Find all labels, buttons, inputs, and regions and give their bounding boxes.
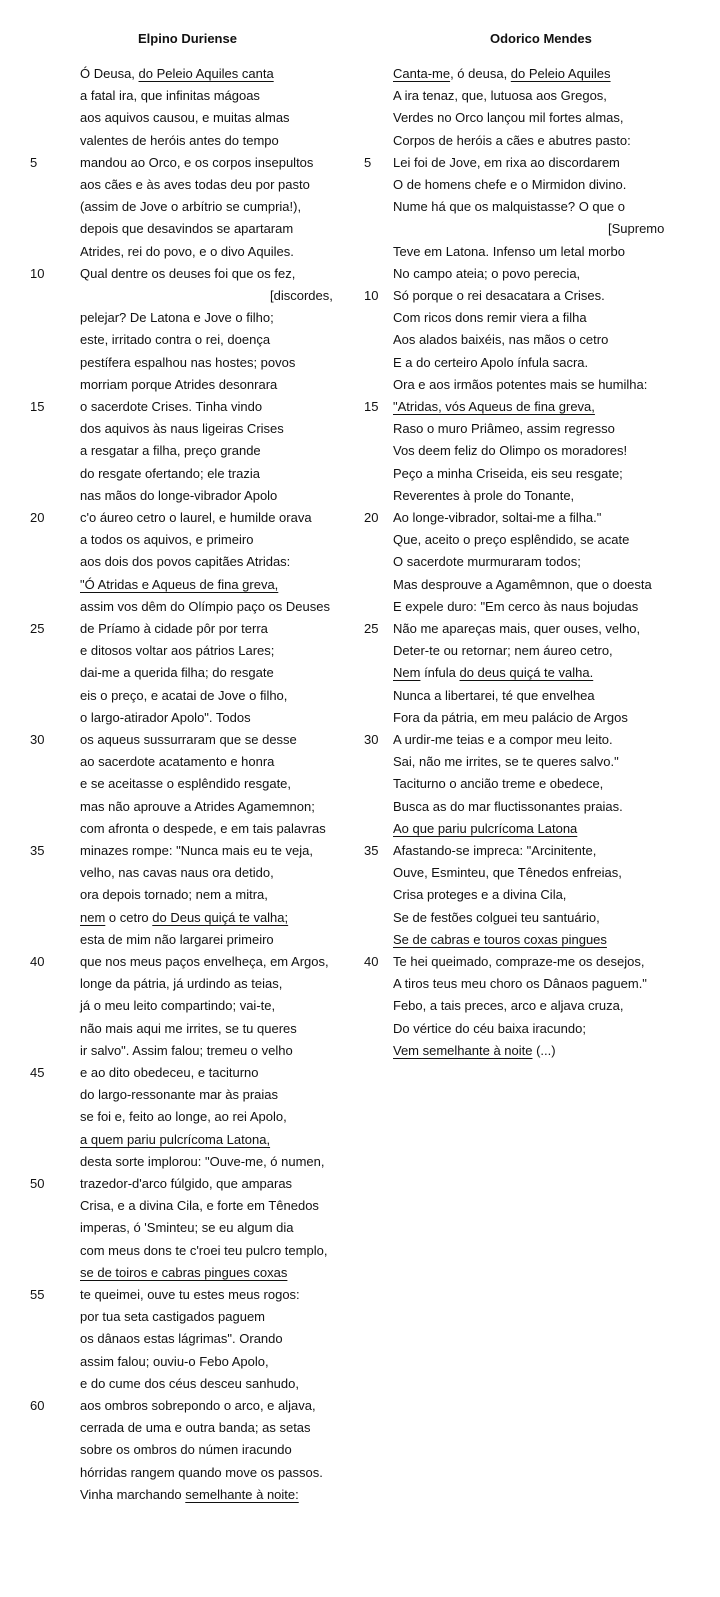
verse-line — [393, 352, 588, 374]
verse-text: Ó Deusa, — [80, 66, 139, 81]
verse-line — [80, 130, 279, 152]
underlined-phrase: nem — [80, 909, 106, 925]
line-number: 30 — [364, 732, 379, 747]
verse-line — [80, 1262, 287, 1284]
verse-line — [80, 1062, 259, 1084]
verse-text: Peço a minha Criseida, eis seu resgate; — [393, 465, 623, 481]
underlined-phrase: "Ó Atridas e Aqueus de fina greva, — [80, 576, 279, 592]
verse-text: Aos alados baixéis, nas mãos o cetro — [393, 332, 609, 348]
verse-line — [80, 107, 290, 129]
verse-line — [393, 107, 624, 129]
verse-line — [80, 995, 275, 1017]
line-number: 35 — [30, 843, 45, 858]
verse-line — [80, 662, 274, 684]
line-number: 5 — [30, 154, 38, 170]
verse-text: assim falou; ouviu-o Febo Apolo, — [80, 1353, 269, 1369]
verse-line — [80, 796, 315, 818]
verse-line — [80, 352, 295, 374]
verse-line — [80, 85, 260, 107]
verse-line — [80, 196, 301, 218]
verse-text: A tiros teus meu choro os Dânaos paguem." — [393, 976, 647, 992]
verse-text: dai-me a querida filha; do resgate — [80, 665, 274, 681]
verse-line — [393, 929, 607, 951]
verse-line — [80, 374, 277, 396]
verse-line — [80, 440, 261, 462]
verse-text: cerrada de uma e outra banda; as setas — [80, 1420, 311, 1436]
verse-text: Deter-te ou retornar; nem áureo cetro, — [393, 643, 613, 659]
underlined-phrase: Vem semelhante à noite — [393, 1042, 533, 1058]
verse-line — [80, 463, 260, 485]
verse-line — [80, 152, 313, 174]
verse-text: Fora da pátria, em meu palácio de Argos — [393, 709, 628, 725]
verse-text: assim vos dêm do Olímpio paço os Deuses — [80, 598, 330, 614]
verse-text: desta sorte implorou: "Ouve-me, ó numen, — [80, 1153, 325, 1169]
verse-line — [393, 329, 608, 351]
verse-line — [393, 152, 620, 174]
verse-line — [393, 551, 581, 573]
verse-text: Com ricos dons remir viera a filha — [393, 310, 587, 326]
verse-text: aos cães e às aves todas deu por pasto — [80, 177, 310, 192]
verse-line — [393, 773, 603, 795]
verse-text: dos aquivos às naus ligeiras Crises — [80, 421, 284, 437]
verse-line — [80, 1240, 327, 1262]
underlined-phrase: se de toiros e cabras pingues coxas — [80, 1264, 288, 1280]
verse-text: Vos deem feliz do Olimpo os moradores! — [393, 443, 628, 459]
underlined-phrase: do Deus quiçá te valha; — [152, 909, 289, 925]
verse-line — [80, 307, 274, 329]
verse-text: Ora e aos irmãos potentes mais se humilha: — [393, 376, 648, 392]
verse-text: Ao longe-vibrador, soltai-me a filha." — [393, 510, 602, 525]
verse-line — [393, 995, 624, 1017]
verse-text: Ouve, Esminteu, que Tênedos enfreias, — [393, 865, 622, 881]
verse-text: Crisa proteges e a divina Cila, — [393, 887, 567, 903]
verse-line — [80, 1484, 299, 1506]
line-number: 10 — [30, 265, 45, 281]
verse-line — [393, 574, 652, 596]
verse-line — [80, 685, 287, 707]
verse-line — [80, 329, 270, 351]
verse-text: (assim de Jove o arbítrio se cumpria!), — [80, 199, 302, 215]
verse-line — [80, 1217, 293, 1239]
verse-line — [80, 596, 330, 618]
verse-line — [393, 463, 623, 485]
verse-line — [80, 907, 288, 929]
verse-line — [80, 1195, 319, 1217]
column-heading: Odorico Mendes — [490, 31, 592, 46]
verse-text: ínfula — [420, 665, 460, 681]
verse-text: minazes rompe: "Nunca mais eu te veja, — [80, 843, 313, 858]
verse-text: já o meu leito compartindo; vai-te, — [80, 998, 276, 1014]
verse-line — [393, 618, 640, 640]
verse-line — [393, 85, 607, 107]
line-number: 25 — [364, 621, 379, 636]
verse-text: Crisa, e a divina Cila, e forte em Tênedos — [80, 1198, 319, 1214]
verse-line — [393, 862, 622, 884]
verse-line — [393, 640, 613, 662]
verse-text: Vinha marchando — [80, 1486, 186, 1502]
verse-line — [80, 1106, 287, 1128]
verse-text: Nunca a libertarei, té que envelhea — [393, 687, 595, 703]
verse-line — [80, 1129, 270, 1151]
verse-line — [393, 973, 647, 995]
verse-text: O sacerdote murmuraram todos; — [393, 554, 581, 570]
line-number: 25 — [30, 621, 45, 636]
verse-line — [80, 884, 268, 906]
verse-text: mas não aprouve a Atrides Agamemnon; — [80, 798, 315, 814]
verse-line — [80, 973, 282, 995]
verse-text: pelejar? De Latona e Jove o filho; — [80, 310, 274, 326]
verse-text: do resgate ofertando; ele trazia — [80, 465, 260, 481]
line-number: 20 — [30, 510, 45, 525]
verse-line — [393, 685, 595, 707]
verse-line — [80, 551, 290, 573]
verse-text: Taciturno o ancião treme e obedece, — [393, 776, 604, 792]
verse-line — [80, 951, 329, 973]
verse-line — [80, 174, 310, 196]
verse-text: Mas desprouve a Agamêmnon, que o doesta — [393, 576, 652, 592]
verse-line — [80, 1040, 293, 1062]
verse-line — [393, 507, 601, 529]
verse-line — [80, 773, 291, 795]
verse-line — [80, 63, 274, 85]
verse-text: o sacerdote Crises. Tinha vindo — [80, 399, 263, 414]
verse-line — [393, 130, 631, 152]
verse-line — [80, 418, 284, 440]
verse-text: pestífera espalhou nas hostes; povos — [80, 354, 296, 370]
verse-text: a todos os aquivos, e primeiro — [80, 532, 254, 548]
verse-line — [393, 196, 625, 218]
verse-text: velho, nas cavas naus ora detido, — [80, 865, 274, 881]
line-number: 5 — [364, 154, 372, 170]
verse-text: Febo, a tais preces, arco e aljava cruza, — [393, 998, 624, 1014]
verse-text: com afronta o despede, e em tais palavras — [80, 820, 326, 836]
verse-text: Afastando-se impreca: "Arcinitente, — [393, 843, 597, 858]
verse-text: a resgatar a filha, preço grande — [80, 443, 261, 459]
verse-text: Só porque o rei desacatara a Crises. — [393, 288, 605, 303]
verse-text: e ao dito obedeceu, e taciturno — [80, 1065, 259, 1080]
verse-line — [80, 485, 277, 507]
line-number: 50 — [30, 1176, 45, 1191]
verse-text: ir salvo". Assim falou; tremeu o velho — [80, 1042, 293, 1058]
verse-text: de Príamo à cidade pôr por terra — [80, 621, 268, 636]
verse-line — [393, 840, 596, 862]
verse-text: (...) — [532, 1042, 556, 1058]
verse-text: imperas, ó 'Sminteu; se eu algum dia — [80, 1220, 294, 1236]
verse-line — [80, 1395, 316, 1417]
verse-text: e do cume dos céus desceu sanhudo, — [80, 1375, 299, 1391]
verse-text: aos dois dos povos capitães Atridas: — [80, 554, 291, 570]
verse-text: [Supremo — [608, 221, 665, 237]
verse-text: te queimei, ouve tu estes meus rogos: — [80, 1287, 300, 1302]
verse-text: não mais aqui me irrites, se tu queres — [80, 1020, 297, 1036]
verse-line — [393, 63, 611, 85]
line-number: 10 — [364, 288, 379, 303]
verse-line — [80, 751, 274, 773]
verse-text: Corpos de heróis a cães e abutres pasto: — [393, 132, 631, 148]
verse-line — [393, 418, 615, 440]
verse-line — [80, 729, 297, 751]
verse-line — [393, 751, 619, 773]
verse-text: morriam porque Atrides desonrara — [80, 376, 278, 392]
verse-line — [80, 1462, 323, 1484]
verse-text: A ira tenaz, que, lutuosa aos Gregos, — [393, 88, 607, 104]
verse-text: se foi e, feito ao longe, ao rei Apolo, — [80, 1109, 287, 1125]
verse-text: aos ombros sobrepondo o arco, e aljava, — [80, 1398, 316, 1413]
underlined-phrase: a quem pariu pulcrícoma Latona, — [80, 1131, 271, 1147]
verse-line — [393, 796, 623, 818]
verse-text: longe da pátria, já urdindo as teias, — [80, 976, 283, 992]
line-number: 45 — [30, 1065, 45, 1080]
verse-line — [80, 1351, 269, 1373]
verse-text: Nume há que os malquistasse? O que o — [393, 199, 625, 215]
verse-line — [393, 440, 627, 462]
line-number: 60 — [30, 1398, 45, 1413]
verse-line — [80, 1306, 265, 1328]
verse-text: [discordes, — [270, 288, 333, 303]
verse-text: sobre os ombros do númen iracundo — [80, 1442, 292, 1458]
verse-text: Busca as do mar fluctissonantes praias. — [393, 798, 623, 814]
verse-line — [80, 818, 326, 840]
verse-text: mandou ao Orco, e os corpos insepultos — [80, 154, 314, 170]
verse-line — [80, 1373, 299, 1395]
verse-text: E a do certeiro Apolo ínfula sacra. — [393, 354, 589, 370]
verse-text: Raso o muro Priâmeo, assim regresso — [393, 421, 615, 437]
line-number: 55 — [30, 1287, 45, 1302]
verse-text: Sai, não me irrites, se te queres salvo." — [393, 754, 619, 770]
verse-text: Do vértice do céu baixa iracundo; — [393, 1020, 586, 1036]
verse-line — [393, 374, 647, 396]
verse-text: e se aceitasse o esplêndido resgate, — [80, 776, 292, 792]
verse-text: ao sacerdote acatamento e honra — [80, 754, 275, 770]
verse-line — [80, 640, 274, 662]
verse-text: Verdes no Orco lançou mil fortes almas, — [393, 110, 624, 126]
verse-text: este, irritado contra o rei, doença — [80, 332, 271, 348]
verse-line-continuation — [270, 285, 333, 307]
verse-line — [80, 929, 274, 951]
verse-line — [80, 218, 293, 240]
verse-text: Lei foi de Jove, em rixa ao discordarem — [393, 154, 620, 170]
verse-line — [393, 1018, 586, 1040]
verse-text: , ó deusa, — [450, 66, 511, 81]
verse-text: valentes de heróis antes do tempo — [80, 132, 279, 148]
verse-text: com meus dons te c'roei teu pulcro templo, — [80, 1242, 328, 1258]
line-number: 35 — [364, 843, 379, 858]
verse-text: a fatal ira, que infinitas mágoas — [80, 88, 260, 104]
verse-line — [80, 840, 313, 862]
verse-line — [80, 707, 251, 729]
verse-line — [80, 618, 268, 640]
verse-text: Qual dentre os deuses foi que os fez, — [80, 265, 296, 281]
verse-line — [80, 507, 312, 529]
underlined-phrase: semelhante à noite: — [185, 1486, 299, 1502]
verse-line — [393, 907, 600, 929]
verse-text: aos aquivos causou, e muitas almas — [80, 110, 290, 126]
verse-text: o cetro — [105, 909, 153, 925]
underlined-phrase: Se de cabras e touros coxas pingues — [393, 931, 607, 947]
verse-text: os aqueus sussurraram que se desse — [80, 732, 297, 747]
verse-line — [393, 1040, 556, 1062]
verse-line — [393, 263, 580, 285]
verse-line — [393, 596, 638, 618]
verse-line — [393, 729, 613, 751]
underlined-phrase: do Peleio Aquiles — [510, 66, 611, 81]
verse-text: Não me apareças mais, quer ouses, velho, — [393, 621, 641, 636]
verse-line — [393, 707, 628, 729]
verse-line — [80, 1151, 325, 1173]
verse-text: do largo-ressonante mar às praias — [80, 1087, 278, 1103]
line-number: 15 — [364, 399, 379, 414]
verse-text: eis o preço, e acatai de Jove o filho, — [80, 687, 288, 703]
verse-text: ora depois tornado; nem a mitra, — [80, 887, 268, 903]
verse-text: e ditosos voltar aos pátrios Lares; — [80, 643, 275, 659]
line-number: 40 — [30, 954, 45, 969]
verse-line — [393, 174, 626, 196]
verse-text: hórridas rangem quando move os passos. — [80, 1464, 323, 1480]
verse-line — [80, 1439, 292, 1461]
verse-line — [80, 1018, 297, 1040]
verse-line-continuation — [608, 218, 664, 240]
verse-line — [80, 862, 274, 884]
verse-line — [80, 1417, 311, 1439]
verse-line — [393, 485, 574, 507]
verse-text: que nos meus paços envelheça, em Argos, — [80, 954, 329, 969]
verse-text: No campo ateia; o povo perecia, — [393, 265, 581, 281]
underlined-phrase: do deus quiçá te valha. — [459, 665, 594, 681]
verse-text: esta de mim não largarei primeiro — [80, 931, 274, 947]
underlined-phrase: "Atridas, vós Aqueus de fina greva, — [393, 399, 595, 414]
verse-line — [80, 574, 278, 596]
verse-line — [393, 241, 625, 263]
verse-text: Que, aceito o preço esplêndido, se acate — [393, 532, 630, 548]
underlined-phrase: Ao que pariu pulcrícoma Latona — [393, 820, 578, 836]
verse-text: nas mãos do longe-vibrador Apolo — [80, 487, 278, 503]
verse-line — [80, 1084, 278, 1106]
verse-text: E expele duro: "Em cerco às naus bojudas — [393, 598, 639, 614]
column-heading: Elpino Duriense — [138, 31, 237, 46]
verse-text: O de homens chefe e o Mirmidon divino. — [393, 177, 627, 192]
verse-line — [80, 1328, 283, 1350]
underlined-phrase: Nem — [393, 665, 421, 681]
line-number: 40 — [364, 954, 379, 969]
line-number: 30 — [30, 732, 45, 747]
verse-text: os dânaos estas lágrimas". Orando — [80, 1331, 283, 1347]
verse-text: trazedor-d'arco fúlgido, que amparas — [80, 1176, 293, 1191]
verse-line — [393, 396, 595, 418]
verse-text: Atrides, rei do povo, e o divo Aquiles. — [80, 243, 294, 259]
verse-line — [393, 818, 577, 840]
verse-line — [393, 529, 629, 551]
line-number: 15 — [30, 399, 45, 414]
verse-line — [393, 307, 587, 329]
underlined-phrase: do Peleio Aquiles canta — [138, 66, 274, 81]
verse-line — [80, 396, 262, 418]
verse-text: Se de festões colguei teu santuário, — [393, 909, 600, 925]
verse-line — [80, 241, 294, 263]
verse-line — [80, 529, 253, 551]
verse-text: por tua seta castigados paguem — [80, 1309, 266, 1325]
verse-text: depois que desavindos se apartaram — [80, 221, 294, 237]
verse-line — [80, 263, 295, 285]
verse-text: Reverentes à prole do Tonante, — [393, 487, 575, 503]
verse-text: o largo-atirador Apolo". Todos — [80, 709, 251, 725]
verse-line — [80, 1284, 300, 1306]
verse-line — [393, 884, 566, 906]
line-number: 20 — [364, 510, 379, 525]
verse-text: Teve em Latona. Infenso um letal morbo — [393, 243, 625, 259]
verse-text: c'o áureo cetro o laurel, e humilde orava — [80, 510, 312, 525]
verse-line — [393, 951, 644, 973]
verse-line — [393, 285, 605, 307]
verse-line — [80, 1173, 292, 1195]
verse-text: Te hei queimado, compraze-me os desejos, — [393, 954, 645, 969]
underlined-phrase: Canta-me — [393, 66, 451, 81]
verse-line — [393, 662, 593, 684]
verse-text: A urdir-me teias e a compor meu leito. — [393, 732, 613, 747]
